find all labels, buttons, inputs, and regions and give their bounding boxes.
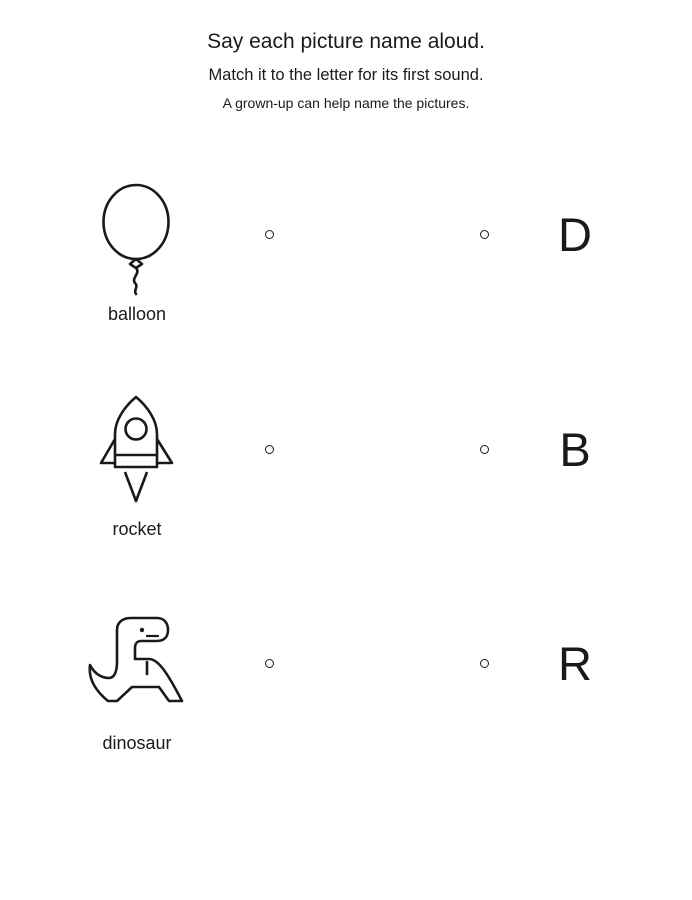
helper-note: A grown-up can help name the pictures.: [222, 95, 470, 111]
picture-label-dinosaur: dinosaur: [102, 733, 172, 753]
rocket-picture: [87, 394, 187, 514]
letter-r: R: [558, 637, 592, 690]
letter-b: B: [559, 423, 591, 476]
balloon-icon: [87, 182, 187, 302]
worksheet-title: Say each picture name aloud.: [207, 30, 485, 53]
right-match-dot[interactable]: [480, 230, 489, 239]
left-match-dot[interactable]: [265, 659, 274, 668]
picture-label-rocket: rocket: [112, 519, 162, 539]
right-match-dot[interactable]: [480, 445, 489, 454]
dinosaur-picture: [87, 612, 187, 732]
right-match-dot[interactable]: [480, 659, 489, 668]
dinosaur-icon: [87, 612, 187, 732]
worksheet-subtitle: Match it to the letter for its first sound.: [208, 66, 484, 84]
letter-d: D: [558, 208, 592, 261]
rocket-icon: [87, 394, 187, 514]
picture-label-balloon: balloon: [107, 304, 167, 324]
left-match-dot[interactable]: [265, 230, 274, 239]
balloon-picture: [87, 182, 187, 302]
left-match-dot[interactable]: [265, 445, 274, 454]
